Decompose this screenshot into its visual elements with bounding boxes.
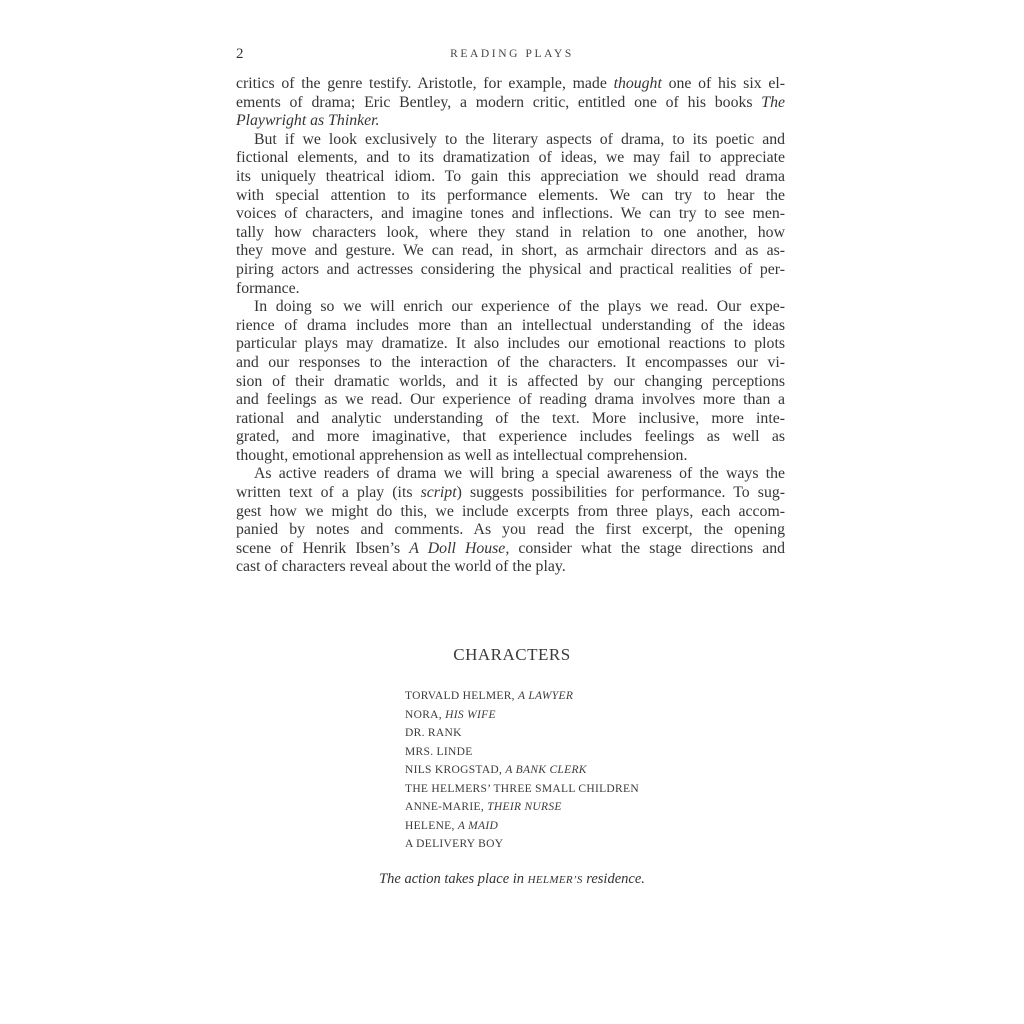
- text-line: [236, 558, 785, 577]
- text-run: piring actors and actresses considering the physical and practical realities of per-: [236, 260, 785, 278]
- text-run: gest how we might do this, we include excerpts from three plays, each accom-: [236, 502, 785, 520]
- cast-item: [405, 798, 639, 817]
- text-line: [236, 335, 785, 354]
- character-role: A LAWYER: [518, 690, 574, 702]
- text-run: ) suggests possibilities for performance. To sug-: [456, 484, 785, 502]
- cast-item: [405, 724, 639, 743]
- text-line: [236, 465, 785, 484]
- text-run: scene of Henrik Ibsen’s: [236, 539, 410, 557]
- setting-before: The action takes place in: [379, 871, 528, 887]
- text-run: sion of their dramatic worlds, and it is affected by our changing perceptions: [236, 372, 785, 390]
- text-run: thought, emotional apprehension as well as intellectual comprehension.: [236, 446, 688, 464]
- cast-item: [405, 706, 639, 725]
- character-name: NILS KROGSTAD,: [405, 764, 503, 776]
- text-run: rational and analytic understanding of the text. More inclusive, more inte-: [236, 409, 785, 427]
- text-line: [236, 187, 785, 206]
- character-name: THE HELMERS’ THREE SMALL CHILDREN: [405, 782, 639, 795]
- setting-name: HELMER’S: [527, 874, 583, 886]
- text-run: critics of the genre testify. Aristotle, for example, made: [236, 75, 614, 92]
- text-line: [236, 131, 785, 150]
- cast-item: [405, 780, 639, 799]
- text-line: [236, 298, 785, 317]
- character-role: A BANK CLERK: [505, 764, 587, 776]
- text-line: [236, 149, 785, 168]
- text-run: formance.: [236, 279, 300, 297]
- running-head: READING PLAYS: [450, 48, 574, 60]
- text-run: voices of characters, and imagine tones and inflections. We can try to see men-: [236, 205, 785, 223]
- text-run: and feelings as we read. Our experience of reading drama involves more than a: [236, 391, 785, 409]
- text-run: panied by notes and comments. As you read the first excerpt, the opening: [236, 521, 785, 539]
- character-role: HIS WIFE: [445, 708, 496, 721]
- text-line: [236, 112, 785, 131]
- italic-run: script: [420, 484, 457, 502]
- text-run: But if we look exclusively to the literary aspects of drama, to its poetic and: [254, 130, 785, 148]
- characters-heading: CHARACTERS: [453, 645, 571, 664]
- page-number: 2: [236, 46, 244, 62]
- text-run: with special attention to its performance elements. We can try to hear the: [236, 186, 785, 204]
- text-line: [236, 447, 785, 466]
- cast-item: [405, 743, 639, 762]
- text-line: [236, 540, 785, 559]
- character-name: HELENE,: [405, 819, 455, 832]
- text-run: its uniquely theatrical idiom. To gain this appreciation we should read drama: [236, 167, 785, 185]
- text-line: [236, 503, 785, 522]
- text-run: As active readers of drama we will bring a special awareness of the ways the: [254, 465, 785, 483]
- character-name: MRS. LINDE: [405, 745, 473, 758]
- text-line: [236, 373, 785, 392]
- text-run: grated, and more imaginative, that experience includes feelings as well as: [236, 428, 785, 446]
- text-line: [236, 428, 785, 447]
- text-line: [236, 242, 785, 261]
- text-run: particular plays may dramatize. It also includes our emotional reactions to plots: [236, 335, 785, 353]
- character-name: DR. RANK: [405, 727, 462, 739]
- text-line: [236, 391, 785, 410]
- text-run: and our responses to the interaction of the characters. It encompasses our vi-: [236, 353, 785, 371]
- cast-item: [405, 761, 639, 780]
- setting-line: [0, 871, 1024, 888]
- text-line: [236, 224, 785, 243]
- cast-item: [405, 817, 639, 836]
- text-line: [236, 317, 785, 336]
- text-run: written text of a play (its: [236, 484, 421, 502]
- text-line: [236, 205, 785, 224]
- setting-after: residence.: [582, 871, 645, 887]
- character-role: THEIR NURSE: [487, 801, 562, 813]
- text-run: tally how characters look, where they stand in relation to one another, how: [236, 223, 785, 241]
- italic-run: thought: [613, 75, 662, 92]
- text-line: [236, 168, 785, 187]
- cast-item: [405, 835, 639, 854]
- cast-item: [405, 687, 639, 706]
- text-line: [236, 354, 785, 373]
- character-name: A DELIVERY BOY: [405, 838, 504, 850]
- text-run: fictional elements, and to its dramatization of ideas, we may fail to appreciate: [236, 149, 785, 167]
- text-line: [236, 521, 785, 540]
- text-line: [236, 484, 785, 503]
- text-line: [236, 410, 785, 429]
- cast-list: [405, 687, 639, 854]
- text-line: [236, 75, 785, 94]
- character-role: A MAID: [457, 819, 499, 832]
- text-run: cast of characters reveal about the world of the play.: [236, 558, 566, 576]
- text-run: In doing so we will enrich our experience of the plays we read. Our expe-: [254, 298, 785, 316]
- text-run: ements of drama; Eric Bentley, a modern critic, entitled one of his books: [236, 93, 762, 111]
- text-line: [236, 261, 785, 280]
- character-name: TORVALD HELMER,: [405, 690, 515, 702]
- text-run: they move and gesture. We can read, in short, as armchair directors and as as-: [236, 242, 785, 260]
- body-text: [236, 75, 785, 577]
- italic-run: Playwright as Thinker.: [236, 112, 380, 130]
- text-line: [236, 280, 785, 299]
- italic-run: A Doll House,: [409, 539, 510, 557]
- italic-run: The: [761, 93, 785, 111]
- character-name: ANNE-MARIE,: [405, 801, 484, 813]
- text-run: one of his six el-: [661, 75, 785, 92]
- text-run: rience of drama includes more than an intellectual understanding of the ideas: [236, 316, 785, 334]
- character-name: NORA,: [405, 708, 442, 721]
- text-run: consider what the stage directions and: [509, 539, 786, 557]
- text-line: [236, 94, 785, 113]
